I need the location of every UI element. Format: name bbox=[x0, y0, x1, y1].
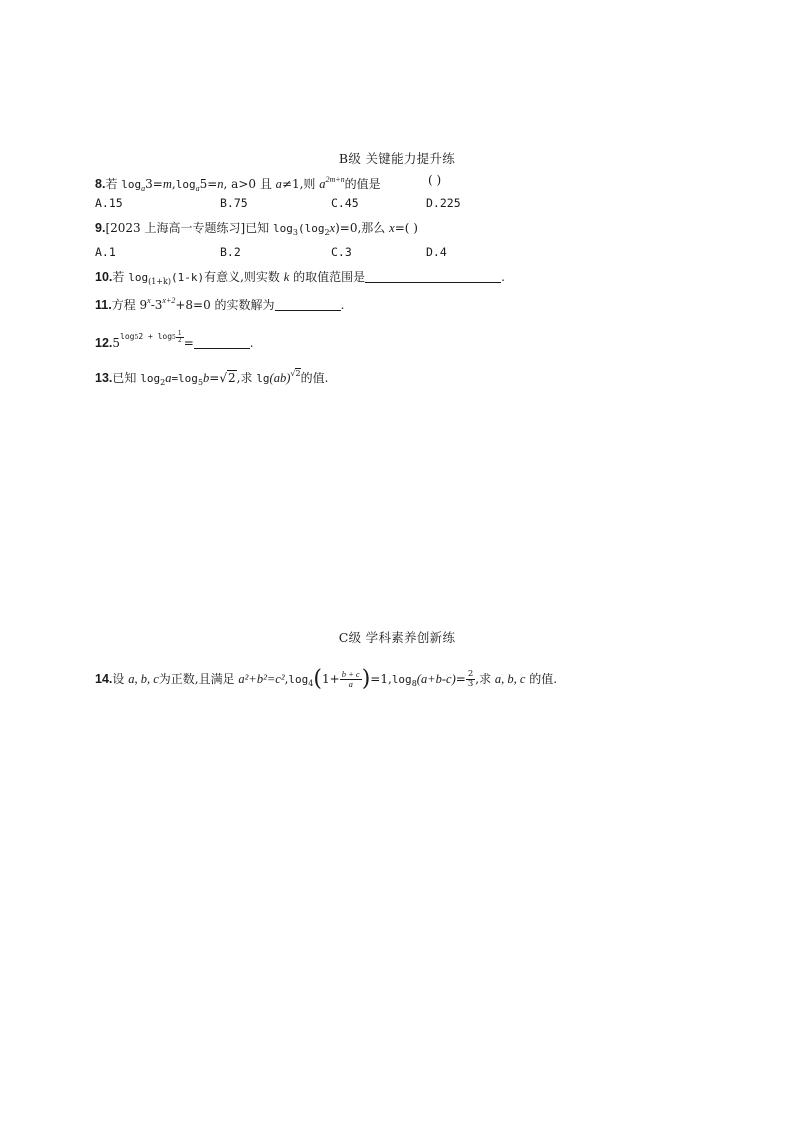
question-12-answer-blank[interactable] bbox=[194, 336, 250, 349]
question-14-fraction: $\frac{b + c}{a}$ bbox=[341, 669, 360, 689]
question-8: 8.若 $\log_a3=m,\log_a5=n$, a>0 且 a≠1,则 $a^{2m+n}$的值是 bbox=[95, 175, 381, 193]
question-8-option-c: C.45 bbox=[331, 196, 359, 210]
question-12: $12.5^{log52 + log5 \frac{1}{2}}$ = . bbox=[95, 329, 254, 350]
question-9-option-a: A.1 bbox=[95, 245, 116, 259]
question-11: 11.方程 $9^x-3^{x+2}+8=0$ 的实数解为 . bbox=[95, 296, 345, 312]
question-9-option-c: C.3 bbox=[331, 245, 352, 259]
question-13: 13.已知 $\log_2a=\log_5b=√2$,求 lg(ab)$^{√2}$的值. bbox=[95, 369, 329, 387]
question-8-option-b: B.75 bbox=[220, 196, 248, 210]
sqrt-symbol: √2 bbox=[219, 371, 236, 385]
question-8-option-a: A.15 bbox=[95, 196, 123, 210]
question-8-option-d: D.225 bbox=[426, 196, 461, 210]
question-9-option-b: B.2 bbox=[220, 245, 241, 259]
question-12-exponent-fraction: $\frac{1}{2}$ bbox=[177, 329, 182, 344]
question-11-number: 11. bbox=[95, 298, 112, 312]
question-8-answer-parens: ( ) bbox=[428, 173, 442, 187]
question-13-exponent: √2 bbox=[290, 369, 301, 378]
question-10: 10.若 $\log_{(1+k)}(1-k)$有意义,则实数 k 的取值范围是 . bbox=[95, 270, 505, 286]
question-14: 14.设 a, b, c为正数,且满足 $a^2+b^2=c^2,\log_4(1+$ $\frac{b + c}{a}$ )$=1,\log_8(a+b-c)=$ $\frac{2}{3}$ ,求 a, b, c 的值. bbox=[95, 666, 558, 692]
question-10-answer-blank[interactable] bbox=[365, 270, 501, 283]
question-14-number: 14. bbox=[95, 672, 113, 686]
question-14-ratio: $\frac{2}{3}$ bbox=[467, 669, 474, 689]
question-9-number: 9. bbox=[95, 221, 106, 235]
section-b-title: B级 关键能力提升练 bbox=[338, 151, 456, 166]
question-9-option-d: D.4 bbox=[426, 245, 447, 259]
section-c-title: C级 学科素养创新练 bbox=[338, 630, 456, 645]
question-11-answer-blank[interactable] bbox=[275, 298, 341, 311]
question-9: 9.[2023 上海高一专题练习]已知 $\log_3(\log_2x)=0$,那么 x=( ) bbox=[95, 221, 418, 237]
question-8-number: 8. bbox=[95, 177, 106, 191]
question-13-number: 13. bbox=[95, 371, 113, 385]
question-12-number: 12. bbox=[95, 336, 113, 350]
question-10-number: 10. bbox=[95, 270, 113, 284]
